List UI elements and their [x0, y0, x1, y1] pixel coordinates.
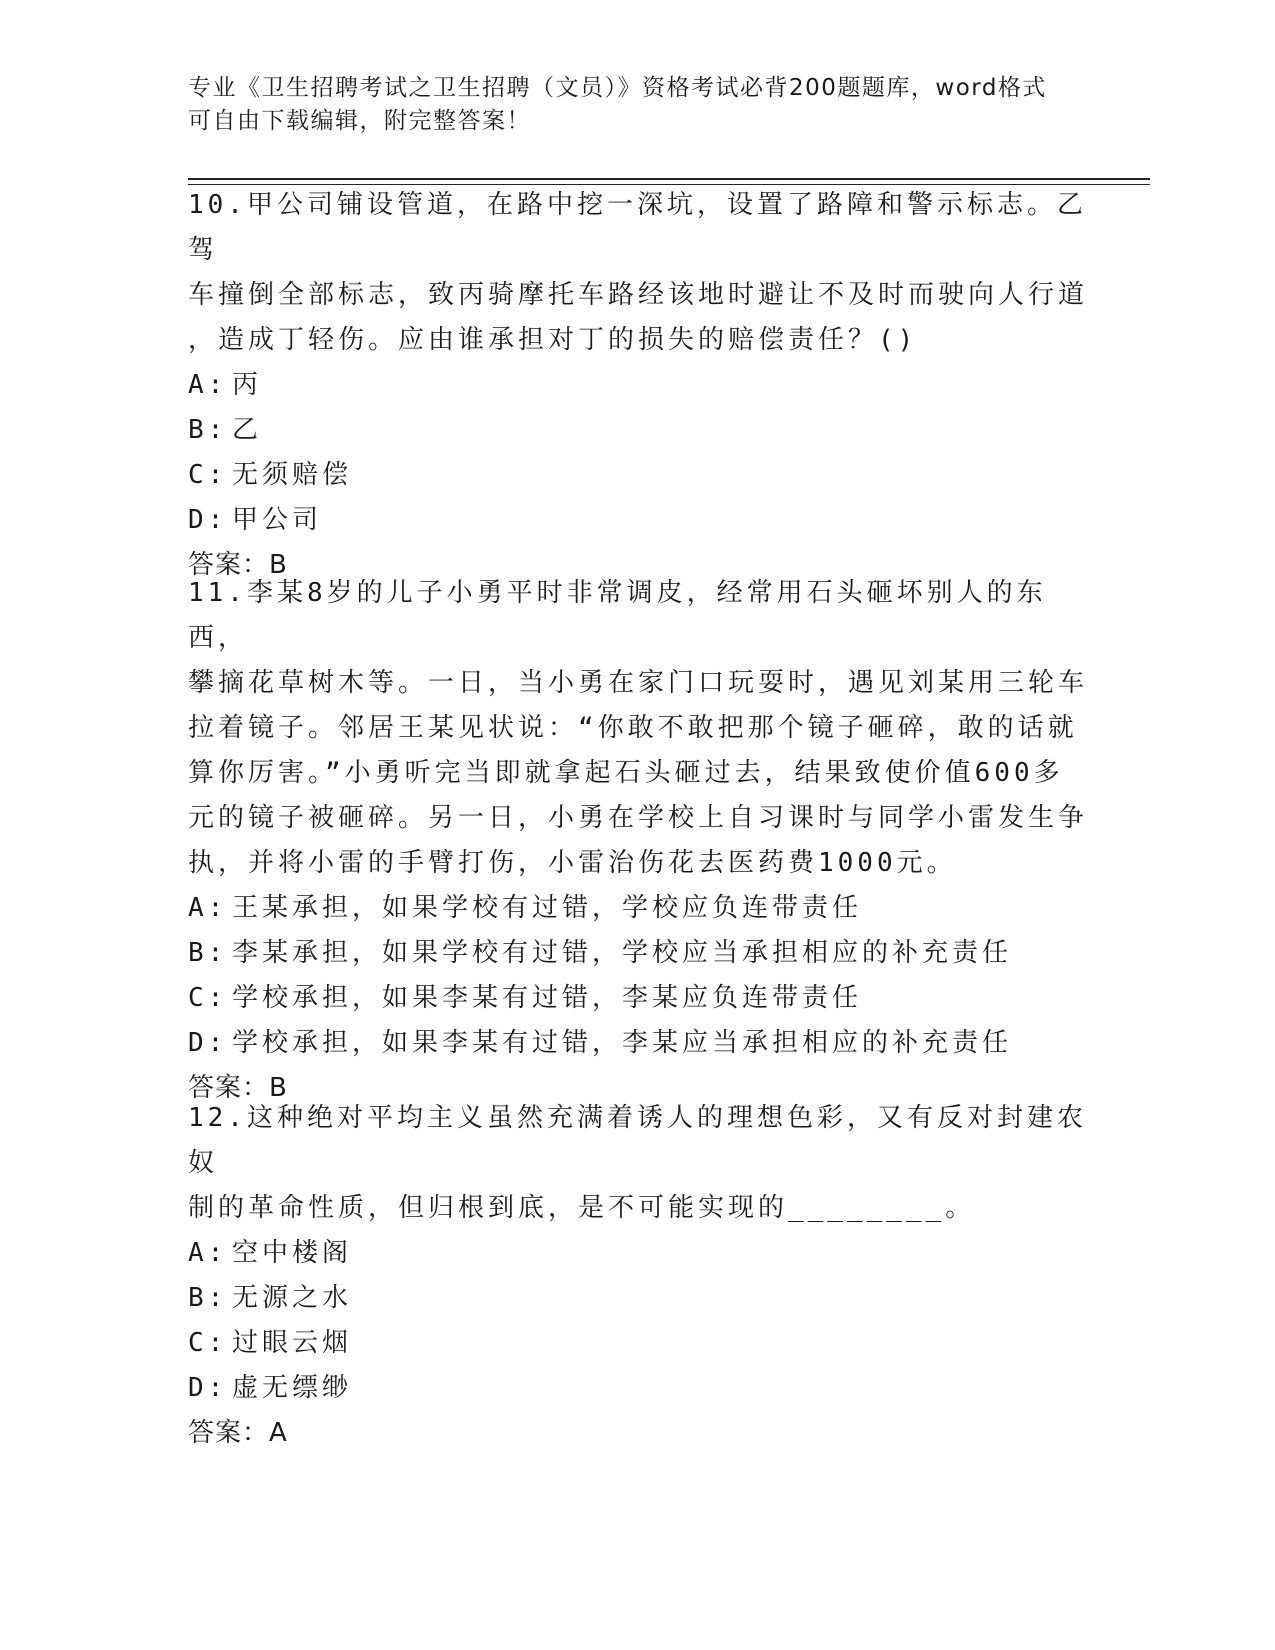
- option-text: 学校承担，如果李某有过错，李某应当承担相应的补充责任: [232, 1028, 1013, 1058]
- option-letter: A:: [188, 893, 228, 923]
- header-divider-thick: [188, 178, 1150, 180]
- option-text: 无须赔偿: [232, 460, 353, 490]
- question-10: [188, 183, 1088, 588]
- option-text: 丙: [232, 370, 263, 400]
- option-text: 过眼云烟: [232, 1328, 353, 1358]
- question-text-line: 算你厉害。”小勇听完当即就拿起石头砸过去，结果致使价值600多: [188, 758, 1064, 788]
- option-b: [188, 1276, 1088, 1321]
- option-c: [188, 1321, 1088, 1366]
- option-b: [188, 931, 1088, 976]
- option-letter: D:: [188, 1028, 228, 1058]
- option-text: 学校承担，如果李某有过错，李某应负连带责任: [232, 983, 863, 1013]
- option-letter: B:: [188, 1283, 228, 1313]
- question-12: [188, 1096, 1088, 1456]
- document-header: [188, 72, 1068, 138]
- option-d: [188, 1021, 1088, 1066]
- question-text-line: 拉着镜子。邻居王某见状说：“你敢不敢把那个镜子砸碎，敢的话就: [188, 713, 1078, 743]
- question-text-line: 执，并将小雷的手臂打伤，小雷治伤花去医药费1000元。: [188, 848, 957, 878]
- option-letter: A:: [188, 1238, 228, 1268]
- option-b: [188, 408, 1088, 453]
- question-text-line: 10.甲公司铺设管道，在路中挖一深坑，设置了路障和警示标志。乙驾: [188, 190, 1087, 265]
- option-letter: B:: [188, 938, 228, 968]
- option-letter: A:: [188, 370, 228, 400]
- option-text: 李某承担，如果学校有过错，学校应当承担相应的补充责任: [232, 938, 1013, 968]
- option-text: 空中楼阁: [232, 1238, 353, 1268]
- option-text: 王某承担，如果学校有过错，学校应负连带责任: [232, 893, 863, 923]
- option-letter: C:: [188, 460, 228, 490]
- option-letter: D:: [188, 505, 228, 535]
- option-c: [188, 976, 1088, 1021]
- option-text: 无源之水: [232, 1283, 353, 1313]
- question-text-line: 攀摘花草树木等。一日，当小勇在家门口玩耍时，遇见刘某用三轮车: [188, 668, 1089, 698]
- header-line-1: 专业《卫生招聘考试之卫生招聘（文员）》资格考试必背200题题库，word格式: [188, 75, 1047, 101]
- option-letter: B:: [188, 415, 228, 445]
- question-text-line: 元的镜子被砸碎。另一日，小勇在学校上自习课时与同学小雷发生争: [188, 803, 1089, 833]
- question-11: [188, 571, 1088, 1111]
- answer-line: 答案：B: [188, 1073, 288, 1103]
- option-letter: C:: [188, 1328, 228, 1358]
- option-letter: C:: [188, 983, 228, 1013]
- option-d: [188, 498, 1088, 543]
- option-a: [188, 886, 1088, 931]
- option-c: [188, 453, 1088, 498]
- question-text-line: 11.李某8岁的儿子小勇平时非常调皮，经常用石头砸坏别人的东西，: [188, 578, 1047, 653]
- option-d: [188, 1366, 1088, 1411]
- question-text-line: 制的革命性质，但归根到底，是不可能实现的________。: [188, 1193, 976, 1223]
- question-text-line: 12.这种绝对平均主义虽然充满着诱人的理想色彩，又有反对封建农奴: [188, 1103, 1087, 1178]
- answer-line: 答案：A: [188, 1418, 288, 1448]
- answer-line: 答案：B: [188, 550, 288, 580]
- option-text: 甲公司: [232, 505, 323, 535]
- option-text: 虚无缥缈: [232, 1373, 353, 1403]
- question-text-line: 车撞倒全部标志，致丙骑摩托车路经该地时避让不及时而驶向人行道: [188, 280, 1089, 310]
- header-line-2: 可自由下载编辑，附完整答案！: [188, 108, 531, 134]
- option-a: [188, 1231, 1088, 1276]
- question-text-line: ，造成丁轻伤。应由谁承担对丁的损失的赔偿责任？(): [188, 325, 918, 355]
- option-letter: D:: [188, 1373, 228, 1403]
- option-text: 乙: [232, 415, 263, 445]
- option-a: [188, 363, 1088, 408]
